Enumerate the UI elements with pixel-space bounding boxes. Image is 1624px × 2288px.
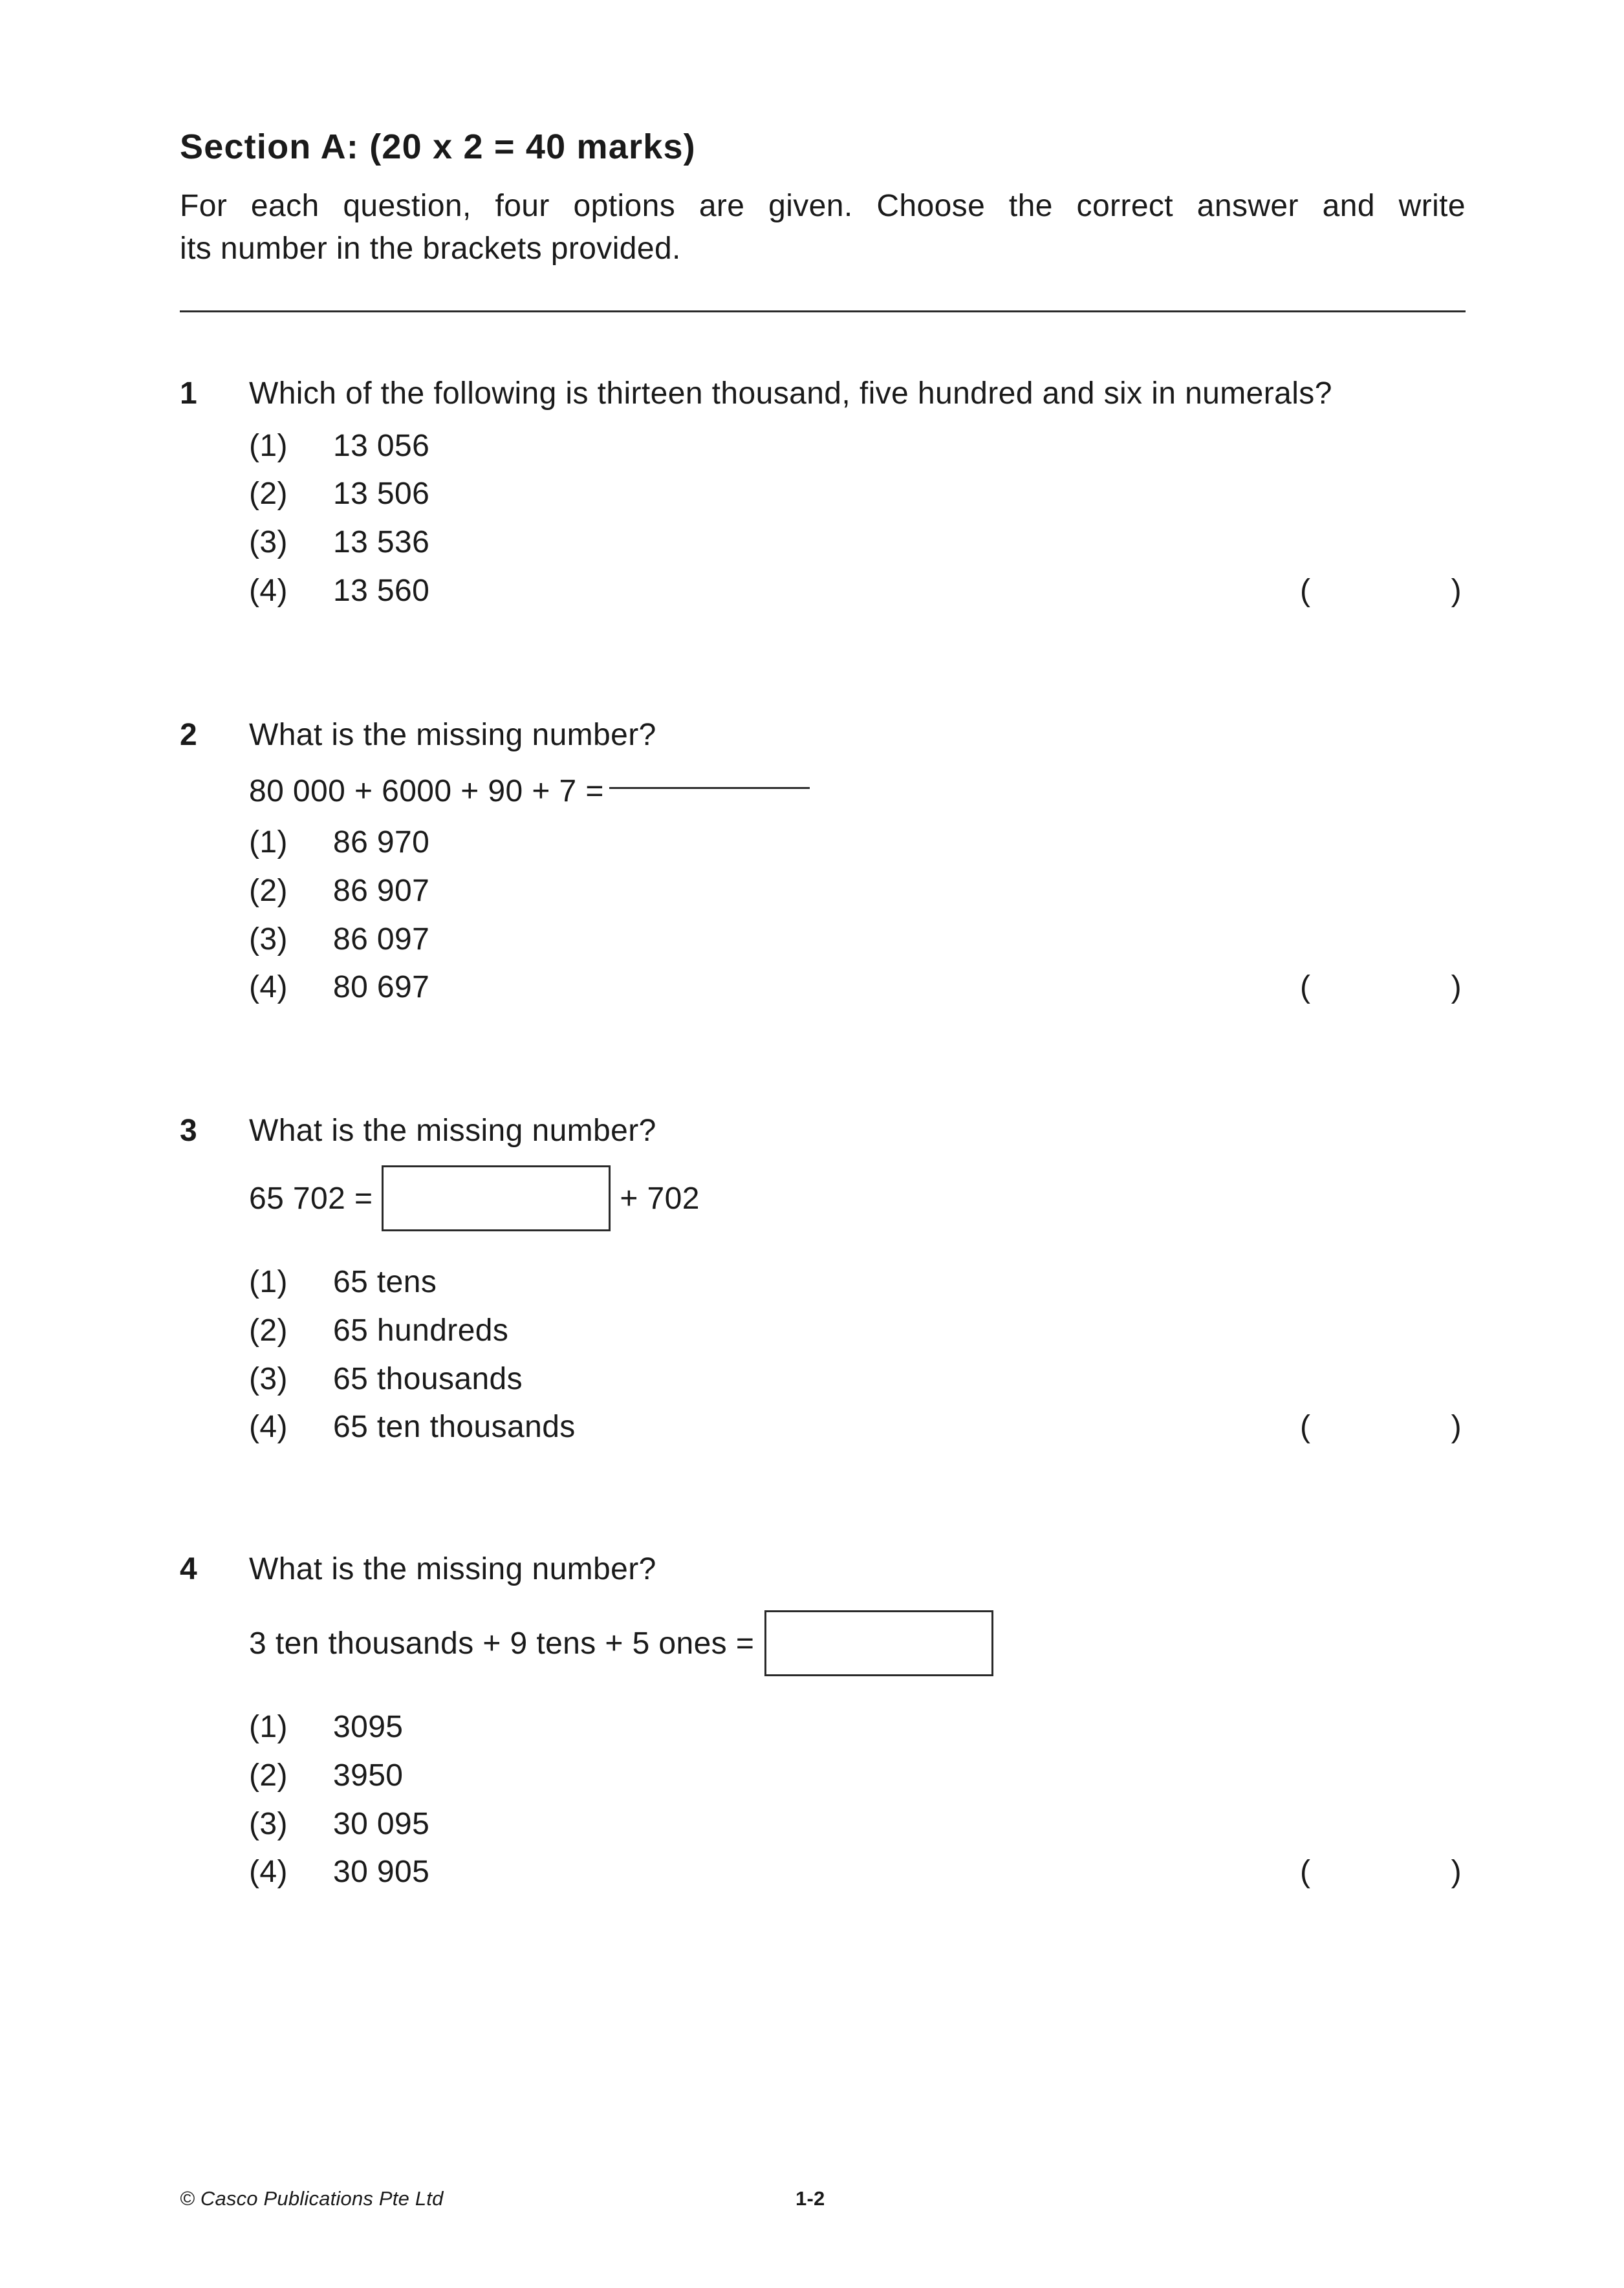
bracket-open-paren: ( <box>1300 1410 1311 1445</box>
bracket-close-paren: ) <box>1451 1410 1462 1445</box>
option-row[interactable] <box>249 1703 1466 1752</box>
equation-prefix: 65 702 = <box>249 1181 373 1216</box>
question-number-3: 3 <box>180 1113 198 1148</box>
option-label: (3) <box>249 524 288 559</box>
option-text: 13 506 <box>333 477 430 512</box>
option-text: 3950 <box>333 1758 404 1793</box>
option-row[interactable] <box>249 964 1466 1012</box>
option-label: (2) <box>249 873 288 908</box>
option-label: (2) <box>249 477 288 512</box>
answer-bracket-1[interactable] <box>1300 567 1462 616</box>
equation-prefix: 3 ten thousands + 9 tens + 5 ones = <box>249 1626 755 1661</box>
question-block-3 <box>180 1112 1466 1452</box>
option-label: (1) <box>249 825 288 860</box>
question-text-2: What is the missing number? <box>249 718 656 753</box>
option-row[interactable] <box>249 916 1466 964</box>
option-label: (1) <box>249 1265 288 1300</box>
equation-prefix: 80 000 + 6000 + 90 + 7 = <box>249 773 604 808</box>
question-header-2 <box>180 716 1466 755</box>
option-text: 65 thousands <box>333 1361 523 1396</box>
option-text: 86 970 <box>333 825 430 860</box>
question-number-4: 4 <box>180 1551 198 1586</box>
question-header-4 <box>180 1550 1466 1589</box>
option-label: (3) <box>249 922 288 956</box>
option-label: (4) <box>249 573 288 608</box>
option-row[interactable] <box>249 1307 1466 1355</box>
option-row[interactable] <box>249 1800 1466 1849</box>
option-label: (2) <box>249 1758 288 1793</box>
equation-row-2 <box>249 773 1466 810</box>
section-instructions <box>180 185 1466 270</box>
option-text: 30 905 <box>333 1855 430 1890</box>
page-content <box>180 127 1466 1897</box>
answer-blank-line[interactable] <box>609 787 810 789</box>
bracket-open-paren: ( <box>1300 1855 1311 1890</box>
option-row[interactable] <box>249 1403 1466 1452</box>
answer-input-box[interactable] <box>382 1165 611 1231</box>
question-block-2 <box>180 716 1466 1012</box>
equation-row-3 <box>249 1165 1466 1231</box>
options-list-4 <box>249 1703 1466 1897</box>
instructions-line-1: For each question, four options are given. Choose the correct answer and write <box>180 188 1466 223</box>
option-row[interactable] <box>249 470 1466 519</box>
option-text: 86 097 <box>333 922 430 956</box>
equation-suffix: + 702 <box>620 1181 700 1216</box>
option-label: (1) <box>249 428 288 463</box>
option-label: (4) <box>249 970 288 1005</box>
option-text: 65 ten thousands <box>333 1410 576 1445</box>
option-label: (4) <box>249 1410 288 1445</box>
option-label: (3) <box>249 1361 288 1396</box>
footer-page-number: 1-2 <box>796 2187 825 2210</box>
option-text: 65 hundreds <box>333 1313 509 1348</box>
section-heading: Section A: (20 x 2 = 40 marks) <box>180 127 696 166</box>
option-text: 13 056 <box>333 428 430 463</box>
option-row[interactable] <box>249 1848 1466 1897</box>
bracket-open-paren: ( <box>1300 970 1311 1005</box>
option-label: (4) <box>249 1855 288 1890</box>
answer-input-box[interactable] <box>764 1610 993 1676</box>
question-header-1 <box>180 374 1466 413</box>
answer-bracket-3[interactable] <box>1300 1403 1462 1452</box>
option-text: 13 536 <box>333 524 430 559</box>
option-label: (3) <box>249 1806 288 1841</box>
questions-list <box>180 374 1466 1897</box>
option-text: 80 697 <box>333 970 430 1005</box>
option-row[interactable] <box>249 1258 1466 1307</box>
option-row[interactable] <box>249 422 1466 471</box>
question-text-1: Which of the following is thirteen thousand, five hundred and six in numerals? <box>249 376 1332 411</box>
page-footer <box>180 2187 1466 2226</box>
option-row[interactable] <box>249 1752 1466 1800</box>
options-list-3 <box>249 1258 1466 1452</box>
bracket-open-paren: ( <box>1300 573 1311 608</box>
option-text: 13 560 <box>333 573 430 608</box>
options-list-1 <box>249 422 1466 616</box>
question-header-3 <box>180 1112 1466 1150</box>
option-row[interactable] <box>249 519 1466 567</box>
question-block-4 <box>180 1550 1466 1897</box>
section-divider <box>180 310 1466 312</box>
bracket-close-paren: ) <box>1451 970 1462 1005</box>
option-label: (2) <box>249 1313 288 1348</box>
question-number-2: 2 <box>180 718 198 753</box>
bracket-close-paren: ) <box>1451 1855 1462 1890</box>
option-row[interactable] <box>249 1355 1466 1404</box>
question-number-1: 1 <box>180 376 198 411</box>
answer-bracket-2[interactable] <box>1300 964 1462 1012</box>
option-text: 86 907 <box>333 873 430 908</box>
equation-row-4 <box>249 1610 1466 1676</box>
option-text: 3095 <box>333 1710 404 1745</box>
option-text: 30 095 <box>333 1806 430 1841</box>
option-row[interactable] <box>249 567 1466 616</box>
option-row[interactable] <box>249 819 1466 867</box>
question-text-3: What is the missing number? <box>249 1113 656 1148</box>
option-label: (1) <box>249 1710 288 1745</box>
question-text-4: What is the missing number? <box>249 1551 656 1586</box>
instructions-line-2: its number in the brackets provided. <box>180 231 681 266</box>
option-text: 65 tens <box>333 1265 437 1300</box>
option-row[interactable] <box>249 867 1466 916</box>
options-list-2 <box>249 819 1466 1012</box>
question-block-1 <box>180 374 1466 615</box>
answer-bracket-4[interactable] <box>1300 1848 1462 1897</box>
footer-copyright: © Casco Publications Pte Ltd <box>180 2187 444 2210</box>
bracket-close-paren: ) <box>1451 573 1462 608</box>
